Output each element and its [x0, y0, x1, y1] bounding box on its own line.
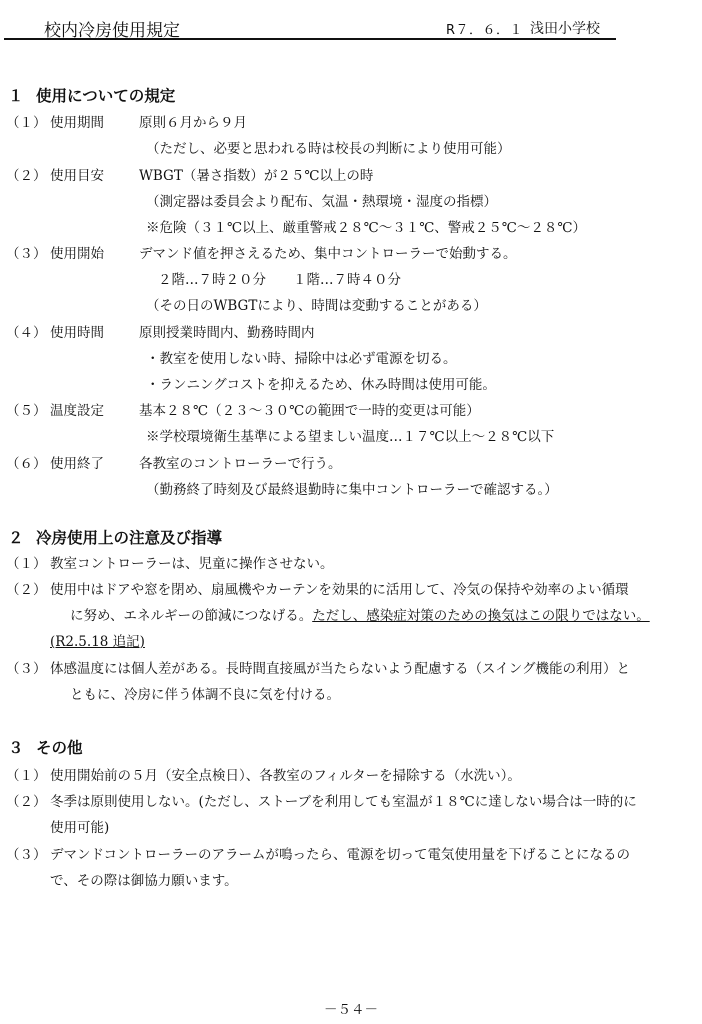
item-label: 使用開始	[50, 246, 104, 262]
item-text: WBGT（暑さ指数）が２５℃以上の時	[139, 168, 374, 184]
item-number: （５）	[6, 403, 47, 419]
item-continuation: （その日のWBGTにより、時間は変動することがある）	[146, 298, 487, 314]
item-text: 原則授業時間内、勤務時間内	[139, 325, 315, 341]
item-number: （３）	[6, 246, 47, 262]
item-number: （１）	[6, 115, 47, 131]
section-number: １	[8, 87, 24, 105]
item-text: 各教室のコントローラーで行う。	[139, 456, 342, 472]
item-text: デマンド値を押さえるため、集中コントローラーで始動する。	[139, 246, 517, 262]
item-number: （２）	[6, 582, 47, 598]
item-continuation: （測定器は委員会より配布、気温・熱環境・湿度の指標）	[146, 194, 497, 210]
item-number: （３）	[6, 847, 47, 863]
document-header	[4, 16, 616, 40]
section-number: ３	[8, 739, 24, 757]
item-text: 使用中はドアや窓を閉め、扇風機やカーテンを効果的に活用して、冷気の保持や効率のよい循環	[50, 582, 629, 598]
item-label: 使用目安	[50, 168, 104, 184]
item-number: （６）	[6, 456, 47, 472]
section-2-heading	[8, 526, 222, 548]
item-label: 使用終了	[50, 456, 104, 472]
item-number: （２）	[6, 168, 47, 184]
section-1-heading	[8, 84, 175, 106]
page-number: －５４－	[324, 1002, 378, 1018]
continuation-text: に努め、エネルギーの節減につなげる。	[70, 608, 313, 624]
item-text: 使用開始前の５月（安全点検日）、各教室のフィルターを掃除する（水洗い）。	[50, 768, 521, 784]
item-continuation: ２階…７時２０分 １階…７時４０分	[158, 272, 401, 288]
section-number: ２	[8, 529, 24, 547]
item-continuation: 使用可能)	[50, 820, 110, 836]
item-number: （４）	[6, 325, 47, 341]
school-name: 浅田小学校	[530, 21, 600, 37]
item-continuation	[70, 604, 650, 624]
item-label: 使用期間	[50, 115, 104, 131]
item-label: 温度設定	[50, 403, 104, 419]
item-text: 体感温度には個人差がある。長時間直接風が当たらないよう配慮する（スイング機能の利用）と	[50, 661, 630, 677]
item-number: （２）	[6, 794, 47, 810]
item-number: （３）	[6, 661, 47, 677]
item-text: デマンドコントローラーのアラームが鳴ったら、電源を切って電気使用量を下げることになるの	[50, 847, 630, 863]
revision-note: (R2.5.18 追記)	[50, 634, 145, 650]
item-text: 冬季は原則使用しない。(ただし、ストーブを利用しても室温が１８℃に達しない場合は一時的に	[50, 794, 637, 810]
underlined-note: ただし、感染症対策のための換気はこの限りではない。	[312, 608, 650, 624]
item-continuation: ※危険（３１℃以上、厳重警戒２８℃～３１℃、警戒２５℃～２８℃）	[146, 220, 587, 236]
item-number: （１）	[6, 556, 47, 572]
section-title: 冷房使用上の注意及び指導	[36, 529, 223, 547]
section-title: 使用についての規定	[36, 87, 176, 105]
item-continuation: （ただし、必要と思われる時は校長の判断により使用可能）	[146, 141, 511, 157]
item-text: 原則６月から９月	[139, 115, 247, 131]
item-continuation: ・ランニングコストを抑えるため、休み時間は使用可能。	[146, 377, 496, 393]
section-3-heading	[8, 736, 83, 758]
item-label: 使用時間	[50, 325, 104, 341]
item-continuation: ともに、冷房に伴う体調不良に気を付ける。	[70, 687, 340, 703]
item-number: （１）	[6, 768, 47, 784]
item-continuation: ※学校環境衛生基準による望ましい温度…１７℃以上～２８℃以下	[146, 429, 555, 445]
item-text: 基本２８℃（２３～３０℃の範囲で一時的変更は可能）	[139, 403, 480, 419]
item-continuation: ・教室を使用しない時、掃除中は必ず電源を切る。	[146, 351, 457, 367]
item-text: 教室コントローラーは、児童に操作させない。	[50, 556, 334, 572]
document-title: 校内冷房使用規定	[44, 21, 180, 41]
item-continuation: （勤務終了時刻及び最終退勤時に集中コントローラーで確認する。）	[146, 482, 558, 498]
document-date: R７．６．１	[446, 23, 524, 38]
item-continuation: で、その際は御協力願います。	[50, 873, 238, 889]
section-title: その他	[36, 739, 83, 757]
